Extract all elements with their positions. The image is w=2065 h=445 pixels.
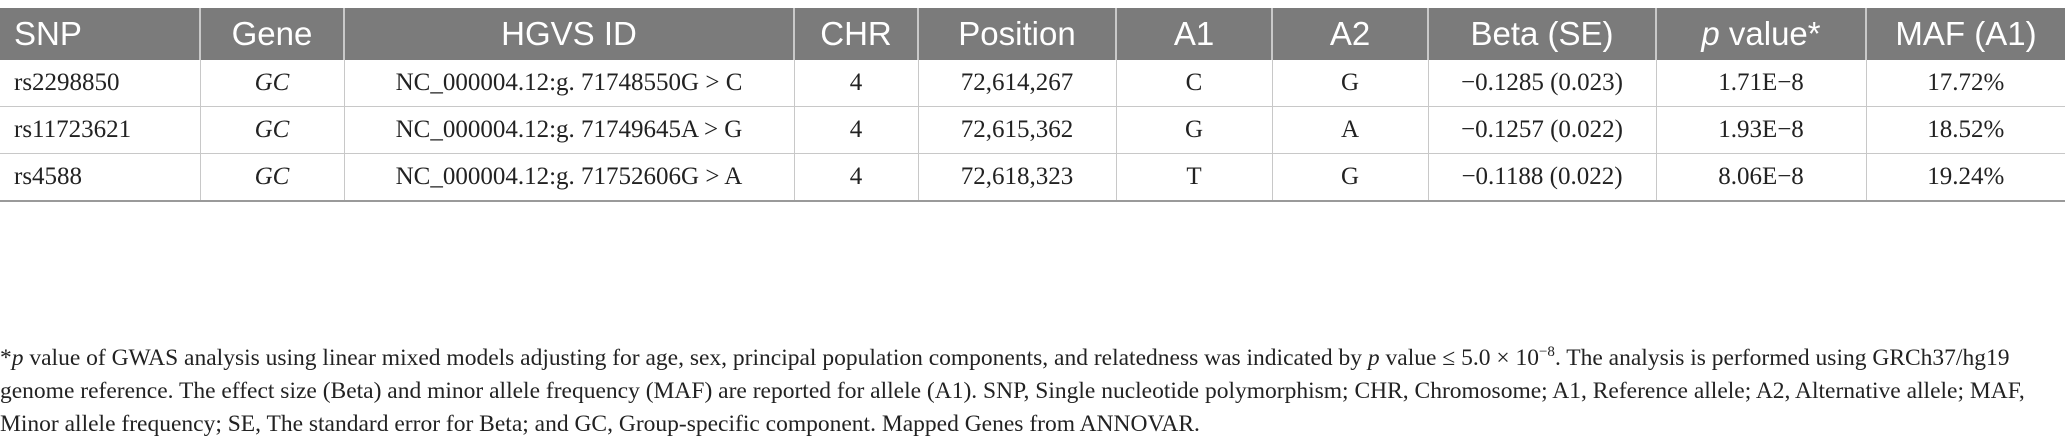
cell-position: 72,614,267 [918, 60, 1116, 107]
snp-association-table [0, 8, 2065, 202]
header-position: Position [918, 8, 1116, 60]
cell-hgvs-id: NC_000004.12:g. 71749645A > G [344, 107, 794, 154]
table-row [0, 60, 2065, 107]
header-a1: A1 [1116, 8, 1272, 60]
cell-beta-se: −0.1285 (0.023) [1428, 60, 1656, 107]
cell-p-value: 1.93E−8 [1656, 107, 1866, 154]
cell-gene: GC [200, 154, 344, 202]
header-hgvs-id: HGVS ID [344, 8, 794, 60]
cell-a2: G [1272, 60, 1428, 107]
cell-beta-se: −0.1257 (0.022) [1428, 107, 1656, 154]
cell-maf: 19.24% [1866, 154, 2065, 202]
cell-beta-se: −0.1188 (0.022) [1428, 154, 1656, 202]
cell-gene: GC [200, 107, 344, 154]
footnote-p-italic: p [11, 344, 24, 371]
cell-chr: 4 [794, 60, 918, 107]
cell-p-value: 1.71E−8 [1656, 60, 1866, 107]
footnote-text-part2: value ≤ 5.0 × 10 [1379, 344, 1539, 371]
footnote-text-part1: value of GWAS analysis using linear mixed models adjusting for age, sex, principal population components, and relatedness was indicated by [23, 344, 1368, 371]
footnote-p-italic-2: p [1367, 344, 1380, 371]
cell-a2: G [1272, 154, 1428, 202]
cell-position: 72,615,362 [918, 107, 1116, 154]
footnote-text-part3: . The analysis is performed using GRCh37/hg19 genome reference. The effect size (Beta) and minor allele frequency (MAF) are reported for allele (A1). SNP, Single nucleotide polymorphism; CHR, Chromosome; A1, Reference allele; A2, Alternative allele; MAF, Minor allele frequency; SE, The standard error for Beta; and GC, Group-specific component. Mapped Genes from ANNOVAR. [0, 344, 2025, 437]
header-chr: CHR [794, 8, 918, 60]
cell-chr: 4 [794, 154, 918, 202]
cell-snp: rs4588 [0, 154, 200, 202]
table-row [0, 107, 2065, 154]
cell-a2: A [1272, 107, 1428, 154]
cell-a1: T [1116, 154, 1272, 202]
header-gene: Gene [200, 8, 344, 60]
header-beta-se: Beta (SE) [1428, 8, 1656, 60]
header-p-italic: p [1701, 15, 1720, 52]
cell-gene: GC [200, 60, 344, 107]
table-header [0, 8, 2065, 60]
cell-position: 72,618,323 [918, 154, 1116, 202]
table-body [0, 60, 2065, 201]
footnote-asterisk: * [0, 344, 12, 371]
header-a2: A2 [1272, 8, 1428, 60]
header-maf: MAF (A1) [1866, 8, 2065, 60]
cell-maf: 17.72% [1866, 60, 2065, 107]
cell-snp: rs11723621 [0, 107, 200, 154]
cell-maf: 18.52% [1866, 107, 2065, 154]
cell-chr: 4 [794, 107, 918, 154]
header-p-value [1656, 8, 1866, 60]
header-p-rest: value* [1719, 15, 1821, 52]
table-footnote [0, 342, 2050, 441]
snp-table-container [0, 8, 2065, 202]
header-snp: SNP [0, 8, 200, 60]
cell-a1: G [1116, 107, 1272, 154]
cell-a1: C [1116, 60, 1272, 107]
cell-snp: rs2298850 [0, 60, 200, 107]
cell-p-value: 8.06E−8 [1656, 154, 1866, 202]
footnote-exponent: −8 [1538, 343, 1555, 360]
table-row [0, 154, 2065, 202]
cell-hgvs-id: NC_000004.12:g. 71748550G > C [344, 60, 794, 107]
cell-hgvs-id: NC_000004.12:g. 71752606G > A [344, 154, 794, 202]
header-row [0, 8, 2065, 60]
